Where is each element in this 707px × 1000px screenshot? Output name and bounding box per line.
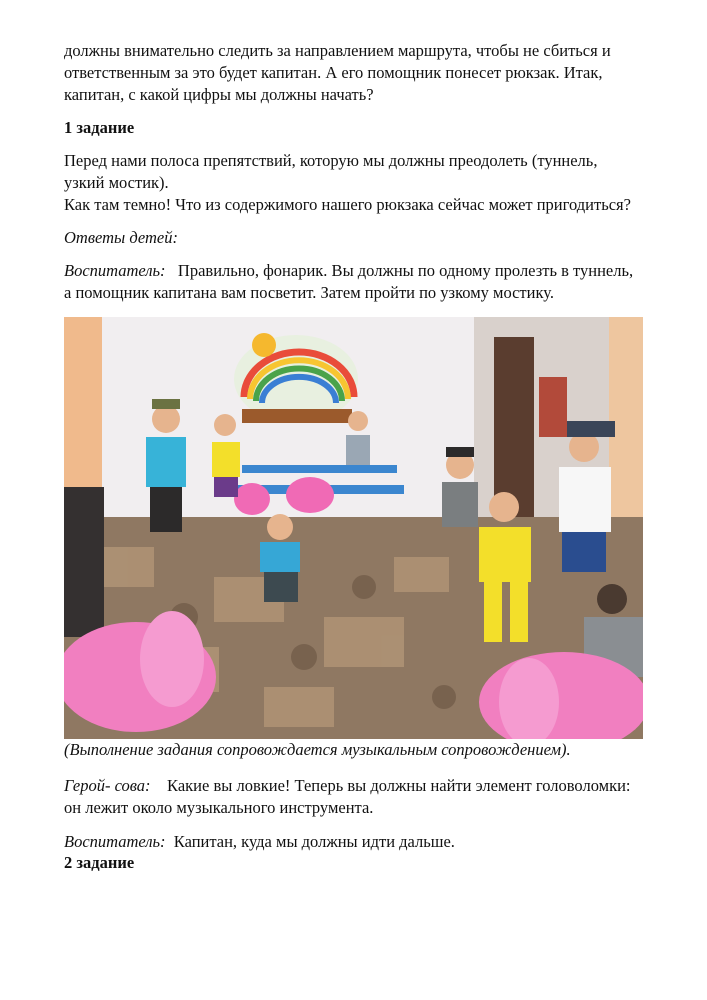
teacher-text-1b: а помощник капитана вам посветит. Затем пройти по узкому мостику. bbox=[64, 283, 554, 302]
task1-line-1: Перед нами полоса препятствий, которую мы должны преодолеть (туннель, bbox=[64, 151, 598, 170]
intro-line-2: ответственным за это будет капитан. А его помощник понесет рюкзак. Итак, bbox=[64, 63, 603, 82]
owl-speaker: Герой- сова: bbox=[64, 776, 151, 795]
intro-line-1: должны внимательно следить за направлением маршрута, чтобы не сбиться и bbox=[64, 41, 611, 60]
task1-line-3: Как там темно! Что из содержимого нашего рюкзака сейчас может пригодиться? bbox=[64, 195, 631, 214]
task1-paragraph bbox=[64, 150, 664, 216]
teacher-speaker-2: Воспитатель: bbox=[64, 832, 166, 851]
owl-text-1b: он лежит около музыкального инструмента. bbox=[64, 798, 374, 817]
teacher-line-1 bbox=[64, 260, 664, 282]
intro-line-3: капитан, с какой цифры мы должны начать? bbox=[64, 85, 374, 104]
owl-paragraph bbox=[64, 775, 664, 819]
photo-caption: (Выполнение задания сопровождается музыкальным сопровождением). bbox=[64, 740, 571, 759]
answers-label: Ответы детей: bbox=[64, 228, 178, 247]
task1-heading: 1 задание bbox=[64, 118, 135, 137]
teacher-speaker-1: Воспитатель: bbox=[64, 261, 166, 280]
task2-heading: 2 задание bbox=[64, 853, 135, 872]
classroom-photo bbox=[64, 317, 643, 739]
classroom-photo-drawing bbox=[64, 317, 643, 739]
teacher-paragraph-2 bbox=[64, 831, 664, 853]
owl-text-1a: Какие вы ловкие! Теперь вы должны найти элемент головоломки: bbox=[167, 776, 631, 795]
task1-line-2: узкий мостик). bbox=[64, 173, 169, 192]
teacher-text-2: Капитан, куда мы должны идти дальше. bbox=[173, 832, 455, 851]
teacher-line-2 bbox=[64, 831, 664, 853]
owl-line-1 bbox=[64, 775, 664, 797]
teacher-text-1a: Правильно, фонарик. Вы должны по одному пролезть в туннель, bbox=[177, 261, 634, 280]
teacher-paragraph-1 bbox=[64, 260, 664, 304]
intro-paragraph bbox=[64, 40, 664, 106]
